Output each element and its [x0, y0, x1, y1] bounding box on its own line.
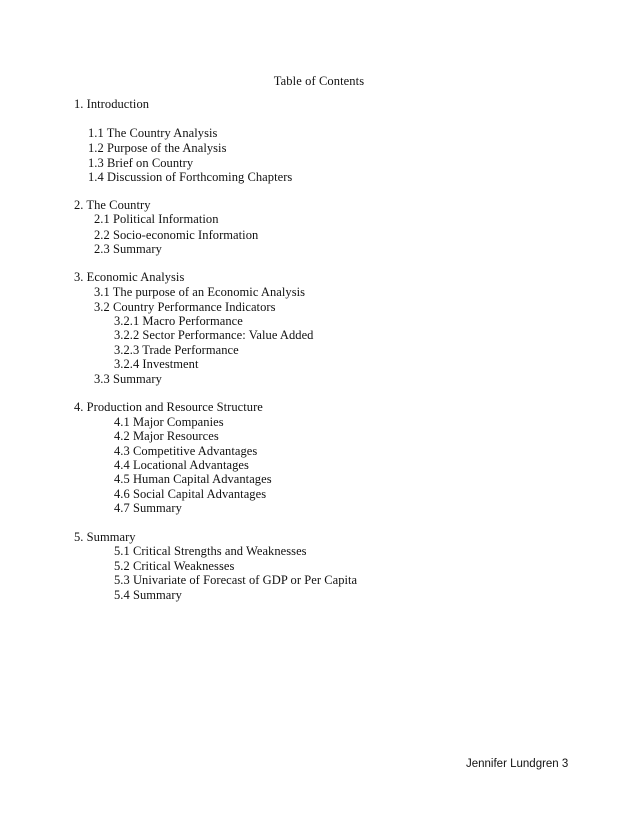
section-heading: 5. Summary — [74, 530, 136, 544]
toc-entry: 1.3 Brief on Country — [88, 156, 194, 170]
toc-entry: 2.1 Political Information — [94, 212, 219, 226]
toc-entry: 4.1 Major Companies — [114, 415, 224, 429]
toc-entry: 3.2 Country Performance Indicators — [94, 300, 276, 314]
toc-entry: 5.2 Critical Weaknesses — [114, 559, 235, 573]
toc-entry: 4.3 Competitive Advantages — [114, 444, 258, 458]
toc-entry: 1.4 Discussion of Forthcoming Chapters — [88, 170, 293, 184]
toc-entry: 5.3 Univariate of Forecast of GDP or Per Capita — [114, 573, 358, 587]
page-title: Table of Contents — [273, 74, 365, 88]
toc-entry: 3.1 The purpose of an Economic Analysis — [94, 285, 306, 299]
toc-subentry: 3.2.2 Sector Performance: Value Added — [114, 328, 314, 342]
section-heading: 2. The Country — [74, 198, 151, 212]
page-footer: Jennifer Lundgren 3 — [466, 758, 569, 770]
toc-subentry: 3.2.1 Macro Performance — [114, 314, 243, 328]
toc-entry: 4.2 Major Resources — [114, 429, 219, 443]
toc-entry: 4.6 Social Capital Advantages — [114, 487, 267, 501]
toc-entry: 2.2 Socio-economic Information — [94, 228, 259, 242]
toc-subentry: 3.2.3 Trade Performance — [114, 343, 239, 357]
toc-entry: 5.4 Summary — [114, 588, 182, 602]
section-heading: 4. Production and Resource Structure — [74, 400, 263, 414]
toc-subentry: 3.2.4 Investment — [114, 357, 199, 371]
toc-entry: 3.3 Summary — [94, 372, 162, 386]
toc-entry: 1.1 The Country Analysis — [88, 126, 218, 140]
section-heading: 1. Introduction — [74, 97, 150, 111]
toc-entry: 4.5 Human Capital Advantages — [114, 472, 272, 486]
toc-entry: 4.7 Summary — [114, 501, 182, 515]
toc-entry: 5.1 Critical Strengths and Weaknesses — [114, 544, 307, 558]
toc-entry: 4.4 Locational Advantages — [114, 458, 249, 472]
toc-entry: 2.3 Summary — [94, 242, 162, 256]
toc-entry: 1.2 Purpose of the Analysis — [88, 141, 227, 155]
section-heading: 3. Economic Analysis — [74, 270, 185, 284]
